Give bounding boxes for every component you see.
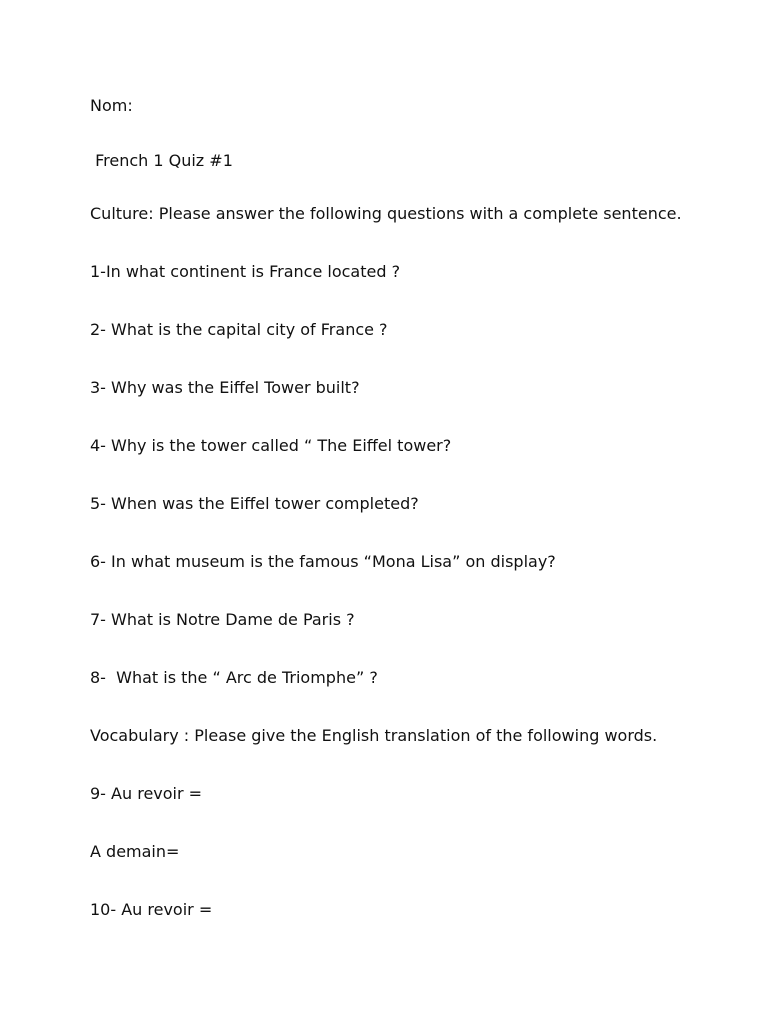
vocab-item-a-demain: A demain=: [90, 842, 180, 861]
vocabulary-instruction: Vocabulary : Please give the English translation of the following words.: [90, 726, 658, 745]
question-1: 1-In what continent is France located ?: [90, 262, 401, 281]
question-2: 2- What is the capital city of France ?: [90, 320, 388, 339]
question-4: 4- Why is the tower called “ The Eiffel tower?: [90, 436, 452, 455]
question-7: 7- What is Notre Dame de Paris ?: [90, 610, 355, 629]
question-8: 8- What is the “ Arc de Triomphe” ?: [90, 668, 378, 687]
vocab-item-10: 10- Au revoir =: [90, 900, 213, 919]
question-3: 3- Why was the Eiffel Tower built?: [90, 378, 360, 397]
name-label: Nom:: [90, 96, 133, 115]
culture-instruction: Culture: Please answer the following questions with a complete sentence.: [90, 204, 682, 223]
question-6: 6- In what museum is the famous “Mona Lisa” on display?: [90, 552, 556, 571]
quiz-title: French 1 Quiz #1: [90, 151, 233, 170]
vocab-item-9: 9- Au revoir =: [90, 784, 203, 803]
question-5: 5- When was the Eiffel tower completed?: [90, 494, 419, 513]
